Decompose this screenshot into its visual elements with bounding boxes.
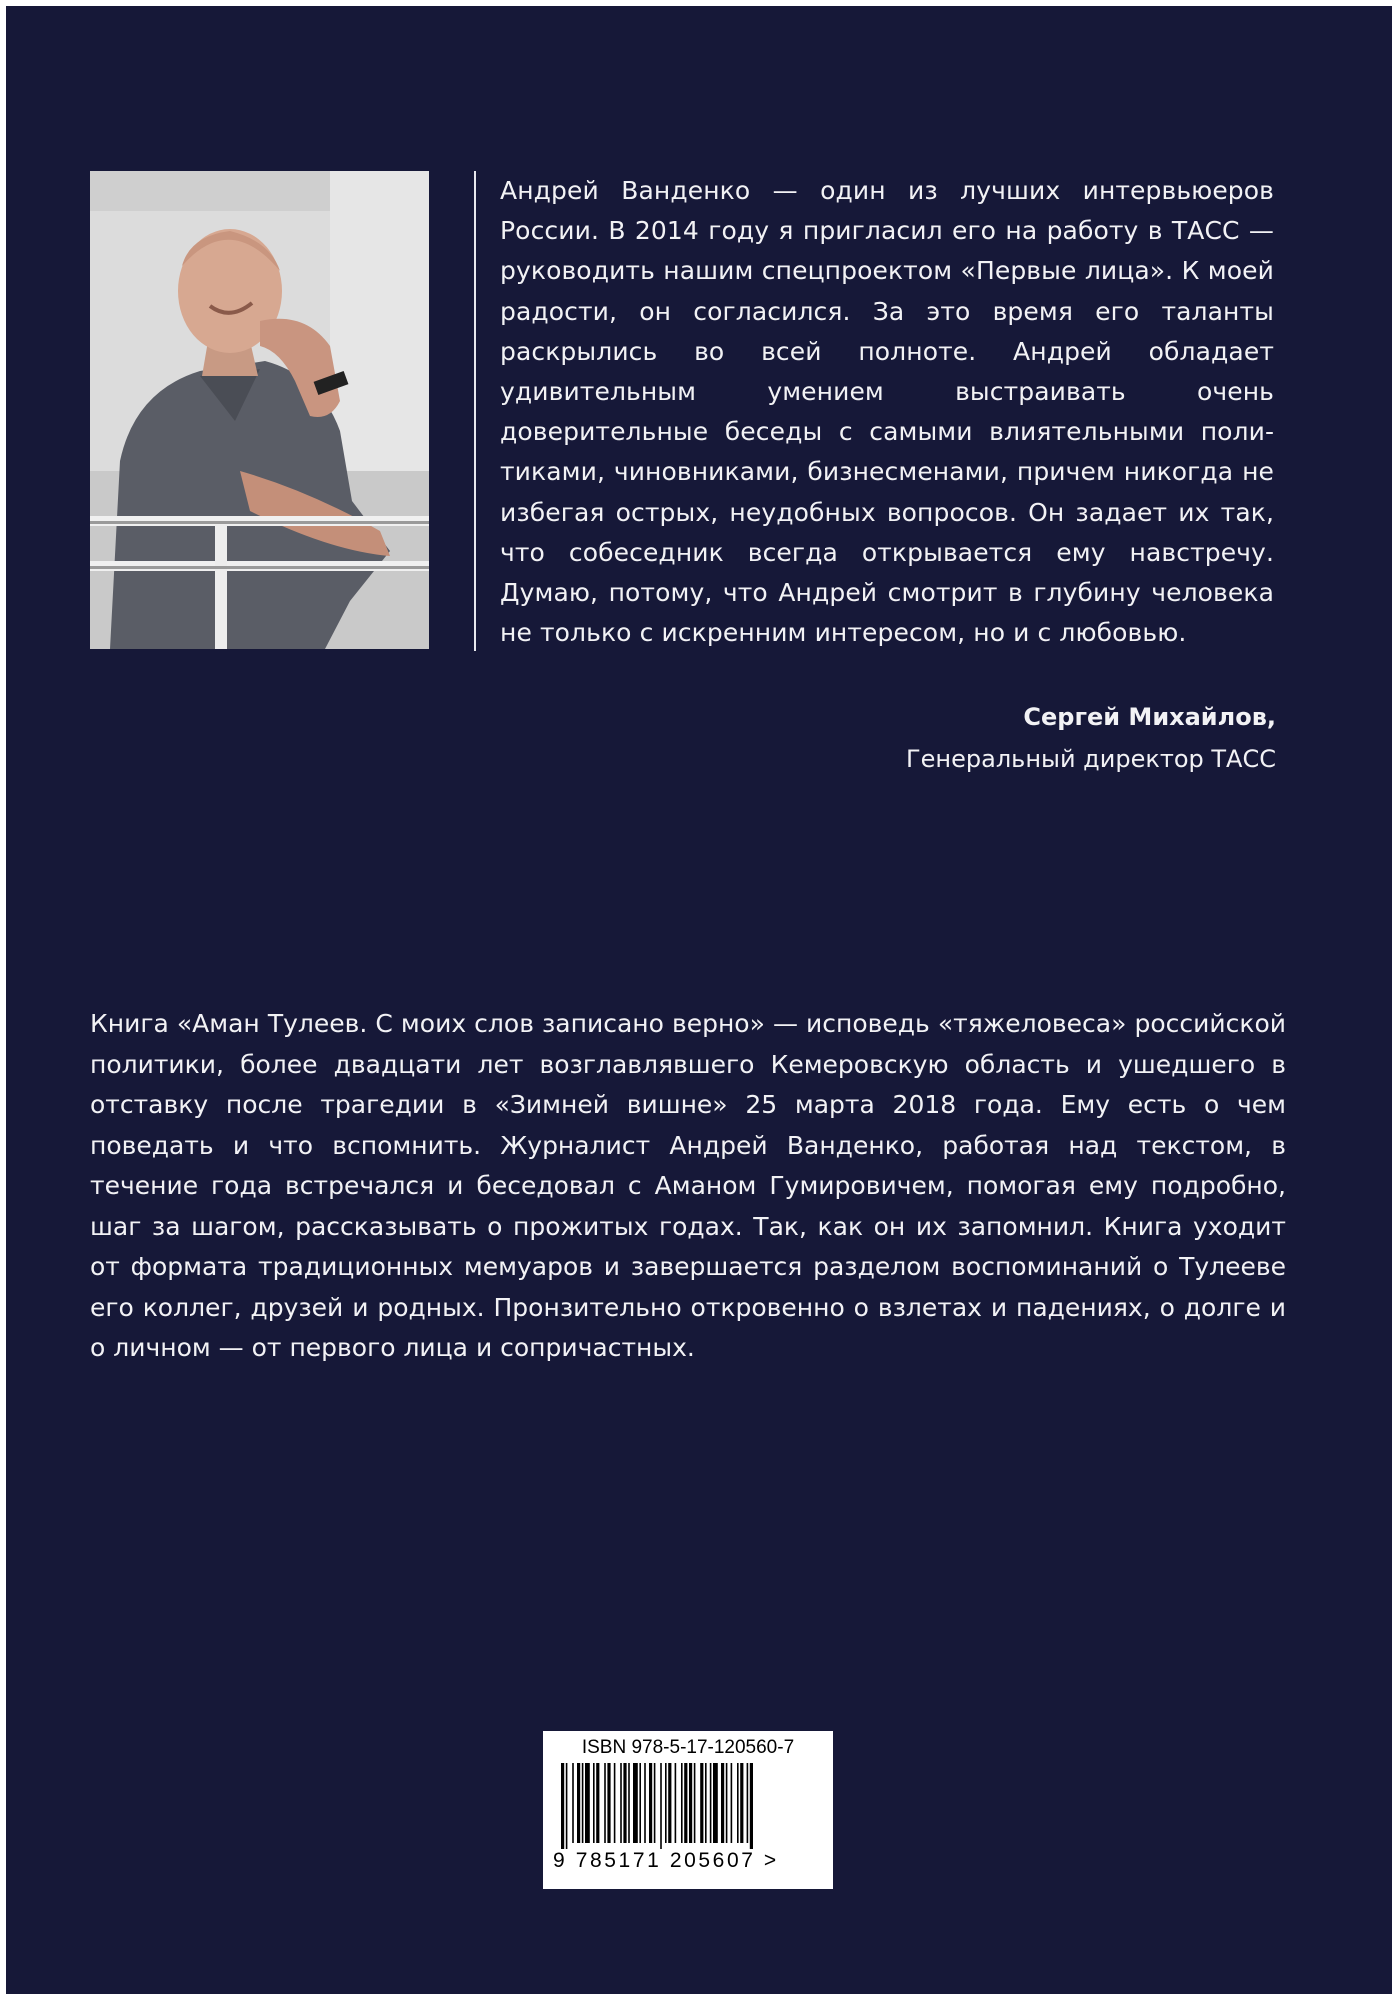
- barcode-bar: [665, 1763, 667, 1843]
- barcode-bar: [577, 1763, 580, 1843]
- barcode-bar: [747, 1763, 749, 1843]
- barcode-bar: [604, 1763, 606, 1843]
- endorsement-quote: [474, 171, 1274, 651]
- barcode-bar: [644, 1763, 646, 1843]
- barcode-bar: [740, 1763, 743, 1843]
- book-description: Книга «Аман Тулеев. С моих слов записано верно» — исповедь «тяжеловеса» российской политики, более двадцати лет возглавлявшего Кемеровскую область и ушедшего в отставку после трагедии в «Зимней вишне» 25 марта 2018 года. Ему есть о чем поведать и что вспомнить. Журналист Андрей Ванденко, работая над текстом, в течение года встречался и беседовал с Аманом Гумировичем, помогая ему подробно, шаг за шагом, рассказывать о прожитых годах. Так, как он их запомнил. Книга уходит от формата традиционных мемуаров и завершается разделом воспоминаний о Тулееве его коллег, друзей и родных. Пронзительно откровенно о взлетах и падениях, о долге и о личном — от первого лица и сопричастных.: [90, 1009, 1286, 1362]
- barcode-bar: [633, 1763, 638, 1843]
- barcode-bar: [700, 1763, 703, 1843]
- barcode-bar: [596, 1763, 599, 1843]
- barcode-bar: [654, 1763, 656, 1843]
- barcode-bar: [675, 1763, 677, 1843]
- man-leaning-on-railing-image: [90, 171, 429, 649]
- barcode-bar: [639, 1763, 641, 1843]
- barcode-bar: [750, 1763, 753, 1849]
- barcode-bar: [737, 1763, 739, 1843]
- barcode-bars: [557, 1763, 819, 1849]
- barcode-bar: [572, 1763, 574, 1843]
- isbn-number: ISBN 978-5-17-120560-7: [581, 1737, 795, 1758]
- author-name: Сергей Михайлов,: [1023, 703, 1276, 731]
- barcode-bar: [566, 1763, 568, 1849]
- barcode-bar: [705, 1763, 707, 1843]
- barcode-bar: [620, 1763, 622, 1843]
- barcode-bar: [582, 1763, 584, 1843]
- barcode-bar: [614, 1763, 616, 1843]
- book-back-cover: [6, 6, 1392, 1994]
- isbn-barcode: [543, 1731, 833, 1889]
- barcode-bar: [628, 1763, 630, 1843]
- barcode-bar: [681, 1763, 683, 1843]
- barcode-bar: [684, 1763, 687, 1843]
- barcode-bar: [713, 1763, 718, 1843]
- barcode-bar: [721, 1763, 724, 1843]
- barcode-bar: [649, 1763, 652, 1843]
- barcode-bar: [694, 1763, 696, 1843]
- barcode-bar: [689, 1763, 692, 1843]
- quote-author: [906, 696, 1276, 780]
- barcode-bar: [593, 1763, 595, 1843]
- barcode-digits: 9 785171 205607 >: [553, 1849, 779, 1872]
- barcode-bar: [585, 1763, 590, 1843]
- author-title: Генеральный директор ТАСС: [906, 745, 1276, 773]
- barcode-bar: [561, 1763, 564, 1849]
- barcode-bar: [731, 1763, 733, 1843]
- barcode-bar: [623, 1763, 626, 1843]
- barcode-bar: [660, 1763, 662, 1849]
- barcode-bar: [668, 1763, 671, 1843]
- barcode-bar: [726, 1763, 728, 1843]
- barcode-bar: [710, 1763, 712, 1843]
- quote-text: Андрей Ванденко — один из лучших интервьюеров России. В 2014 году я пригласил его на работу в ТАСС — руководить нашим спецпроектом «Первые лица». К моей радости, он согласился. За это время его таланты раскрылись во всей полноте. Андрей обладает удивительным умением выстраивать очень доверительные беседы с самыми влиятельными политиками, чиновниками, бизнесменами, причем никогда не избегая острых, неудобных вопросов. Он задает их так, что собеседник всегда открывается ему навстречу. Думаю, потому, что Андрей смотрит в глубину человека не только с искренним интересом, но и с любовью.: [500, 176, 1274, 648]
- barcode-bar: [607, 1763, 610, 1843]
- author-photo: [90, 171, 429, 649]
